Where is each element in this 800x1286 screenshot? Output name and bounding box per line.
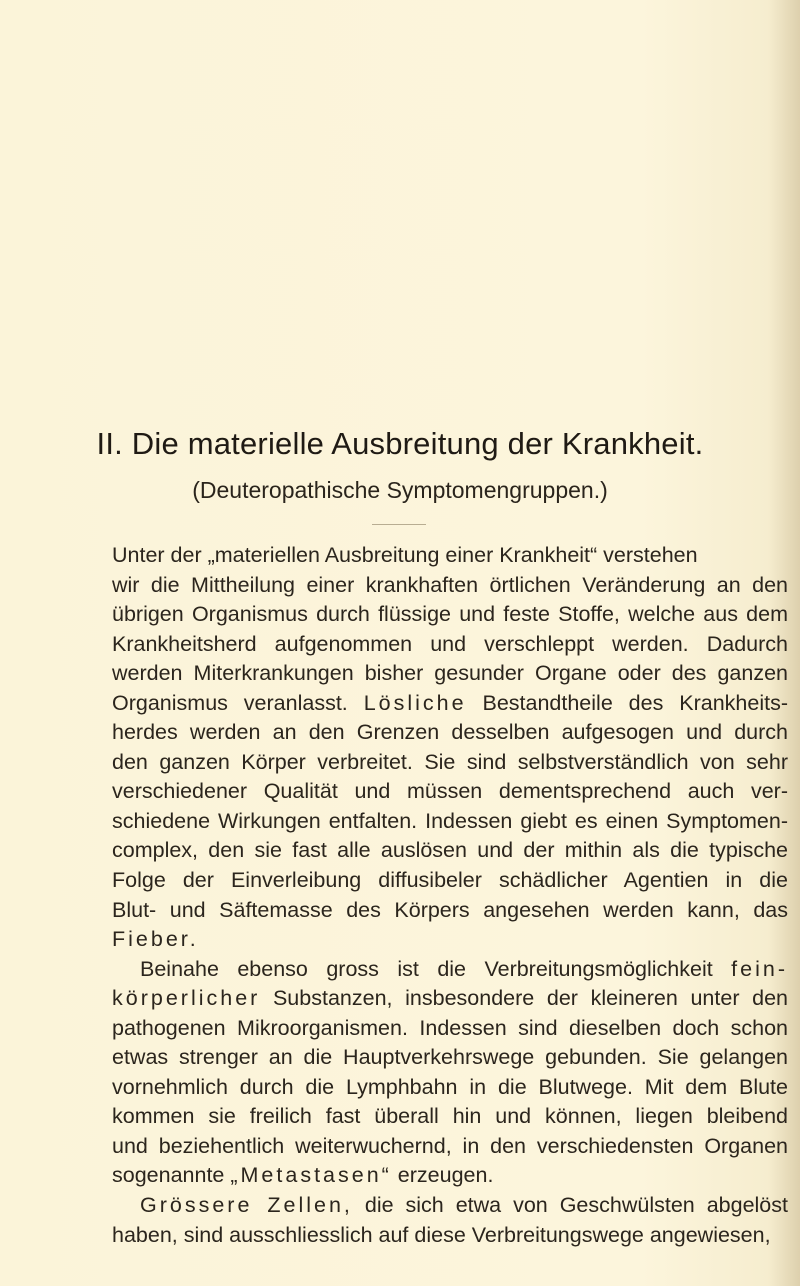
text-line — [112, 1014, 792, 1044]
text-run: etwas strenger an die Hauptverkehrswege gebunden. Sie gelangen — [112, 1045, 788, 1070]
text-run: pathogenen Mikroorganismen. Indessen sind dieselben doch schon — [112, 1015, 788, 1040]
text-run: Blut- und Säftemasse des Körpers angesehen werden kann, das — [112, 897, 788, 922]
divider-rule — [372, 524, 426, 525]
text-run: complex, den sie fast alle auslösen und der mithin als die typische — [112, 838, 788, 863]
text-run: und beziehentlich weiterwuchernd, in den verschiedensten Organen — [112, 1133, 788, 1158]
emphasized-text: fein- — [731, 956, 788, 981]
text-run: Bestandtheile des Krankheits- — [466, 690, 788, 715]
emphasized-text: Lösliche — [363, 690, 467, 715]
text-line — [112, 866, 792, 896]
text-line — [112, 1043, 792, 1073]
text-line — [112, 1221, 792, 1251]
text-run: Unter der „materiellen Ausbreitung einer Krankheit“ verstehen — [112, 543, 698, 567]
text-run: Folge der Einverleibung diffusibeler schädlicher Agentien in die — [112, 868, 788, 893]
text-run: den ganzen Körper verbreitet. Sie sind selbstverständlich von sehr — [112, 749, 788, 774]
text-run: übrigen Organismus durch flüssige und feste Stoffe, welche aus dem — [112, 602, 788, 627]
text-run: erzeugen. — [391, 1163, 494, 1188]
text-run: sogenannte — [112, 1163, 231, 1188]
body-text — [112, 541, 792, 1250]
text-line — [112, 984, 792, 1014]
text-run: die sich etwa von Geschwülsten abgelöst — [352, 1193, 788, 1218]
text-run: Beinahe ebenso gross ist die Verbreitungsmöglichkeit — [140, 956, 732, 981]
text-run: vornehmlich durch die Lymphbahn in die Blutwege. Mit dem Blute — [112, 1074, 788, 1099]
text-line — [112, 1073, 792, 1103]
text-line — [112, 955, 792, 985]
text-line — [112, 748, 792, 778]
text-run: verschiedener Qualität und müssen dementsprechend auch ver- — [112, 779, 788, 804]
text-line — [112, 777, 792, 807]
text-line — [112, 807, 792, 837]
chapter-heading: II. Die materielle Ausbreitung der Krankheit. — [96, 426, 704, 461]
text-line — [112, 836, 792, 866]
emphasized-text: Grössere Zellen, — [140, 1193, 353, 1218]
text-run: Organismus veranlasst. — [112, 690, 364, 715]
emphasized-text: körperlicher — [112, 986, 261, 1011]
text-run: herdes werden an den Grenzen desselben aufgesogen und durch — [112, 720, 788, 745]
emphasized-text: „Metastasen“ — [230, 1163, 392, 1188]
text-line — [112, 925, 792, 955]
emphasized-text: Fieber. — [112, 927, 199, 952]
text-run: kommen sie freilich fast überall hin und können, liegen bleibend — [112, 1104, 788, 1129]
text-line — [112, 718, 792, 748]
chapter-subheading: (Deuteropathische Symptomengruppen.) — [192, 477, 608, 503]
text-line — [112, 689, 792, 719]
text-line — [112, 541, 792, 571]
text-run: werden Miterkrankungen bisher gesunder Organe oder des ganzen — [112, 661, 788, 686]
text-run: Krankheitsherd aufgenommen und verschleppt werden. Dadurch — [112, 631, 788, 656]
text-line — [112, 1102, 792, 1132]
text-run: wir die Mittheilung einer krankhaften örtlichen Veränderung an den — [112, 572, 788, 597]
text-run: haben, sind ausschliesslich auf diese Verbreitungswege angewiesen, — [112, 1222, 771, 1247]
text-run: Substanzen, insbesondere der kleineren unter den — [260, 986, 788, 1011]
text-line — [112, 1132, 792, 1162]
text-line — [112, 600, 792, 630]
text-run: schiedene Wirkungen entfalten. Indessen giebt es einen Symptomen- — [112, 808, 788, 833]
text-line — [112, 571, 792, 601]
text-line — [112, 659, 792, 689]
text-line — [112, 1191, 792, 1221]
text-line — [112, 1161, 792, 1191]
text-line — [112, 630, 792, 660]
text-line — [112, 896, 792, 926]
